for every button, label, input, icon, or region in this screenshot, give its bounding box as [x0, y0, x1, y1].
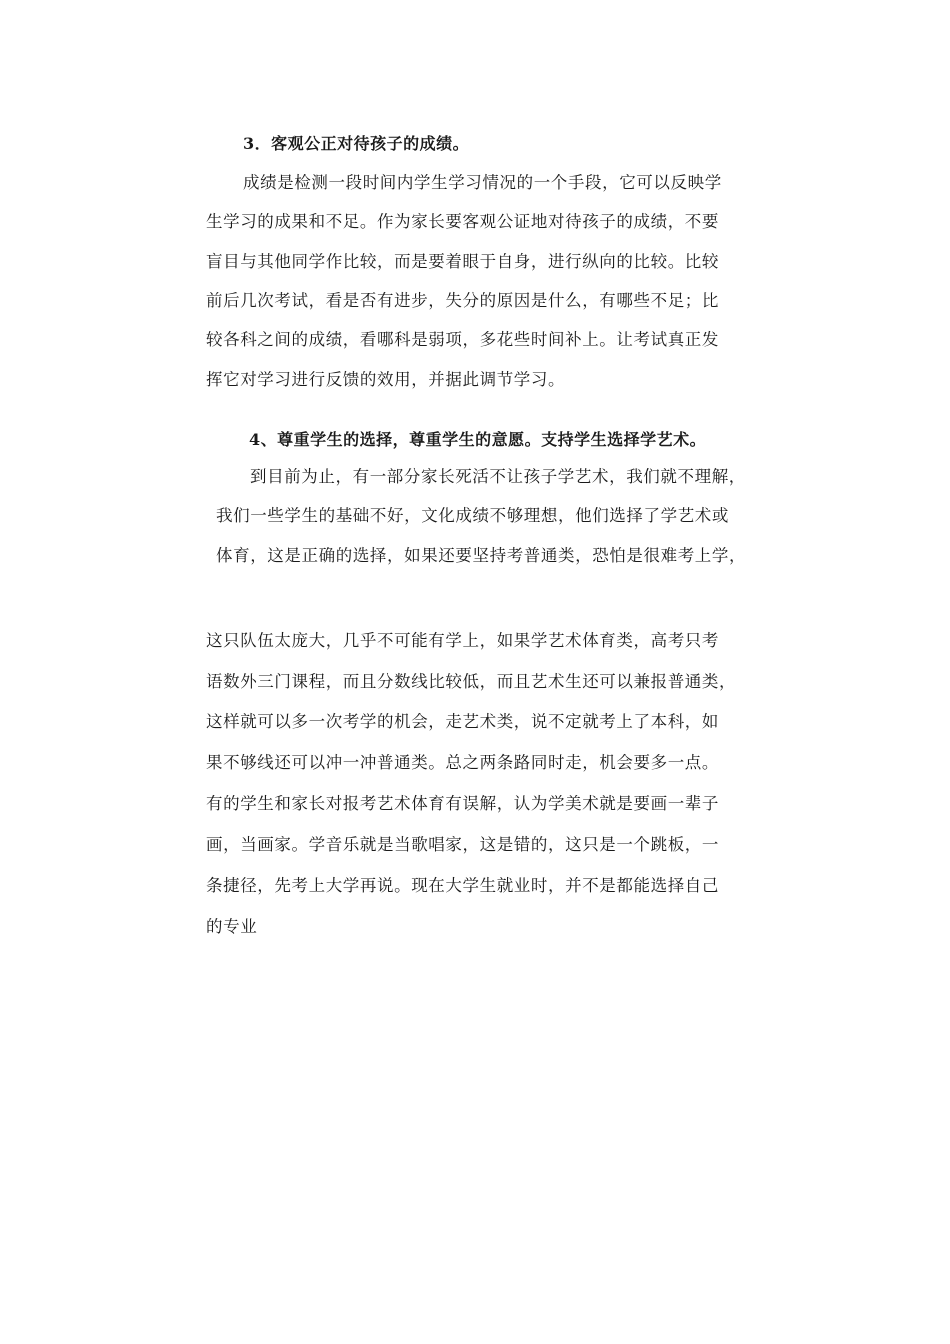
section-3-line: 较各科之间的成绩，看哪科是弱项，多花些时间补上。让考试真正发 [206, 330, 719, 349]
continuation-line: 果不够线还可以冲一冲普通类。总之两条路同时走，机会要多一点。 [206, 753, 719, 772]
section-3-line: 前后几次考试，看是否有进步，失分的原因是什么，有哪些不足；比 [206, 291, 719, 310]
continuation-line: 这样就可以多一次考学的机会，走艺术类，说不定就考上了本科，如 [206, 712, 719, 731]
section-3-line: 盲目与其他同学作比较，而是要着眼于自身，进行纵向的比较。比较 [206, 252, 719, 271]
continuation-line: 这只队伍太庞大，几乎不可能有学上，如果学艺术体育类，高考只考 [206, 631, 719, 650]
continuation-line: 画，当画家。学音乐就是当歌唱家，这是错的，这只是一个跳板，一 [206, 835, 719, 854]
section-4-heading: 4、尊重学生的选择，尊重学生的意愿。支持学生选择学艺术。 [249, 430, 707, 449]
section-3-line: 生学习的成果和不足。作为家长要客观公证地对待孩子的成绩，不要 [206, 212, 719, 231]
section-3-line: 挥它对学习进行反馈的效用，并据此调节学习。 [206, 370, 566, 389]
continuation-line: 条捷径，先考上大学再说。现在大学生就业时，并不是都能选择自己 [206, 876, 719, 895]
section-3-heading: 3．客观公正对待孩子的成绩。 [243, 134, 470, 153]
section-4-line: 我们一些学生的基础不好，文化成绩不够理想，他们选择了学艺术或 [216, 506, 729, 525]
continuation-line: 有的学生和家长对报考艺术体育有误解，认为学美术就是要画一辈子 [206, 794, 719, 813]
continuation-line: 的专业 [206, 917, 258, 936]
section-3-line: 成绩是检测一段时间内学生学习情况的一个手段，它可以反映学 [243, 173, 722, 192]
section-4-line: 到目前为止，有一部分家长死活不让孩子学艺术，我们就不理解， [250, 467, 746, 486]
continuation-line: 语数外三门课程，而且分数线比较低，而且艺术生还可以兼报普通类， [206, 672, 737, 691]
section-4-line: 体育，这是正确的选择，如果还要坚持考普通类，恐怕是很难考上学， [216, 546, 747, 565]
